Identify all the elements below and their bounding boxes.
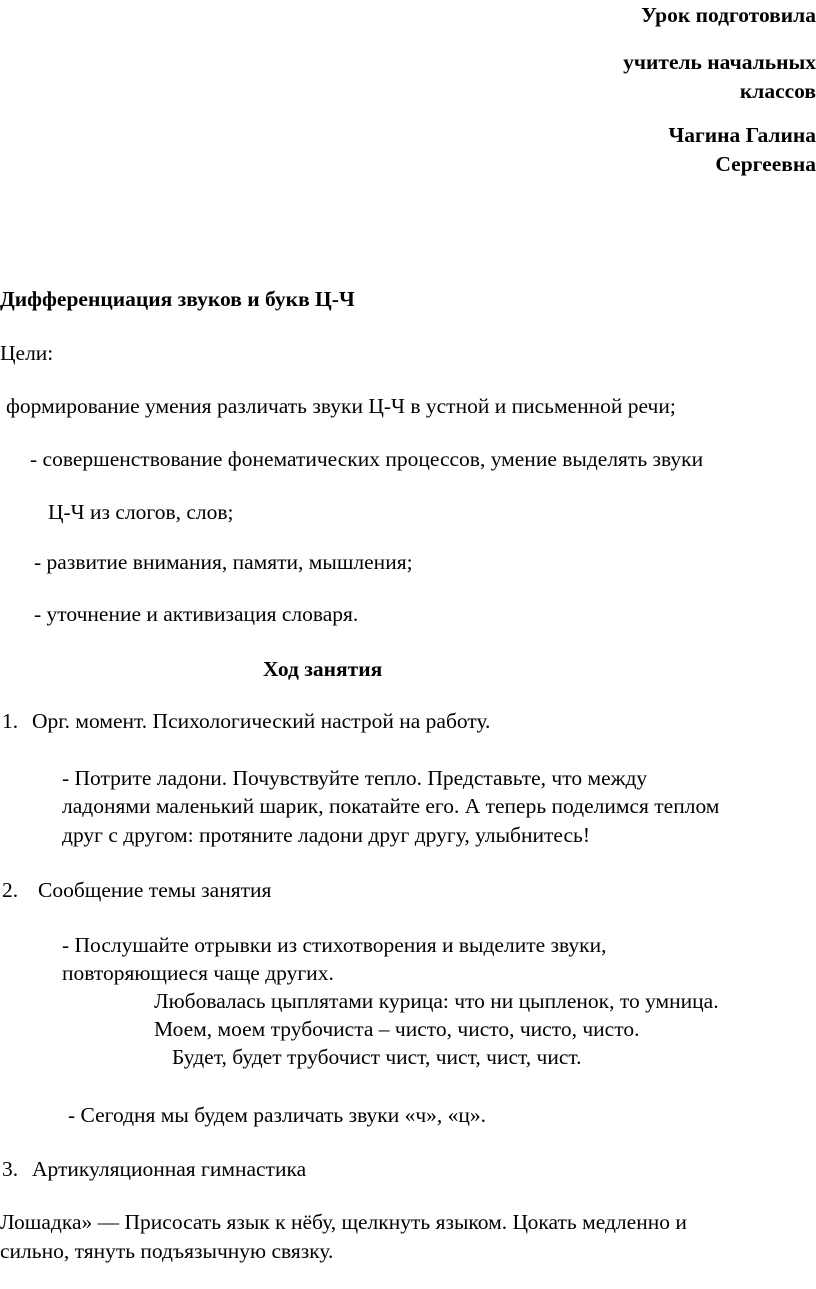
- step-title: Сообщение темы занятия: [38, 878, 272, 902]
- poem-line: Моем, моем трубочиста – чисто, чисто, чисто, чисто.: [154, 1017, 640, 1041]
- step-title: Артикуляционная гимнастика: [32, 1157, 307, 1181]
- step-number: 1.: [2, 709, 19, 733]
- step-text-line: - Послушайте отрывки из стихотворения и выделите звуки,: [62, 933, 607, 957]
- step-closing-line: - Сегодня мы будем различать звуки «ч», «ц».: [68, 1103, 487, 1127]
- step-text-line: сильно, тянуть подъязычную связку.: [0, 1239, 334, 1263]
- step-number: 3.: [2, 1157, 19, 1181]
- step-text-line: повторяющиеся чаще других.: [62, 961, 334, 985]
- lesson-heading: Ход занятия: [263, 657, 383, 681]
- step-text-line: ладонями маленький шарик, покатайте его. А теперь поделимся теплом: [62, 794, 720, 818]
- author-line-5: Сергеевна: [715, 152, 816, 176]
- poem-line: Будет, будет трубочист чист, чист, чист, чист.: [172, 1045, 582, 1069]
- author-line-2: учитель начальных: [623, 50, 816, 74]
- author-line-3: классов: [739, 79, 816, 103]
- step-text-line: Лошадка» — Присосать язык к нёбу, щелкнуть языком. Цокать медленно и: [0, 1210, 687, 1234]
- goals-heading: Цели:: [0, 341, 54, 365]
- step-text-line: - Потрите ладони. Почувствуйте тепло. Представьте, что между: [62, 766, 648, 790]
- poem-line: Любовалась цыплятами курица: что ни цыпленок, то умница.: [154, 989, 719, 1013]
- goal-item: - развитие внимания, памяти, мышления;: [34, 550, 413, 574]
- author-line-4: Чагина Галина: [668, 123, 816, 147]
- step-text-line: друг с другом: протяните ладони друг другу, улыбнитесь!: [62, 823, 590, 847]
- goal-item: - уточнение и активизация словаря.: [34, 602, 359, 626]
- goal-item: - совершенствование фонематических процессов, умение выделять звуки: [30, 447, 704, 471]
- author-line-1: Урок подготовила: [641, 3, 816, 27]
- goal-item: Ц-Ч из слогов, слов;: [48, 500, 234, 524]
- goal-item: формирование умения различать звуки Ц-Ч в устной и письменной речи;: [6, 394, 676, 418]
- page-title: Дифференциация звуков и букв Ц-Ч: [0, 287, 355, 311]
- step-number: 2.: [2, 878, 19, 902]
- step-title: Орг. момент. Психологический настрой на работу.: [32, 709, 491, 733]
